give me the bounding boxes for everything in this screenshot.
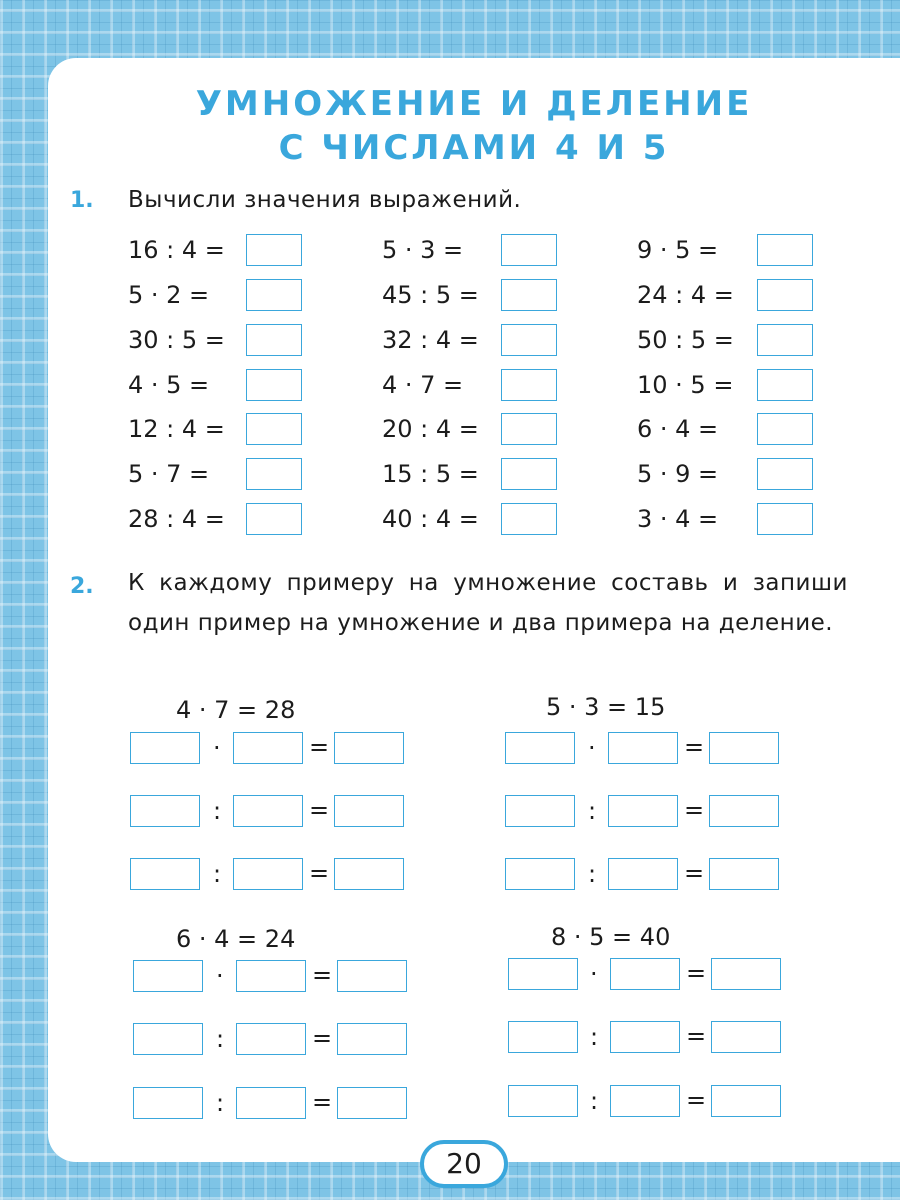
operator-sign: : — [213, 797, 222, 825]
answer-box[interactable] — [246, 413, 302, 445]
operator-sign: : — [213, 860, 222, 888]
answer-box[interactable] — [757, 503, 813, 535]
expression: 28 : 4 = — [128, 505, 225, 533]
answer-box[interactable] — [608, 732, 678, 764]
answer-box[interactable] — [501, 234, 557, 266]
answer-box[interactable] — [508, 958, 578, 990]
multiplication-example: 5 · 3 = 15 — [546, 693, 666, 721]
answer-box[interactable] — [505, 858, 575, 890]
task-1-text: Вычисли значения выражений. — [128, 187, 522, 213]
task-2-text: К каждому примеру на умножение составь и запиши один пример на умножение и два примера на деление. — [128, 570, 848, 636]
answer-box[interactable] — [501, 503, 557, 535]
answer-box[interactable] — [757, 324, 813, 356]
answer-box[interactable] — [334, 732, 404, 764]
expression: 5 · 7 = — [128, 460, 210, 488]
expression: 20 : 4 = — [382, 415, 479, 443]
operator-sign: · — [216, 962, 224, 990]
expression: 16 : 4 = — [128, 236, 225, 264]
answer-box[interactable] — [610, 1021, 680, 1053]
answer-box[interactable] — [233, 732, 303, 764]
expression: 40 : 4 = — [382, 505, 479, 533]
expression: 50 : 5 = — [637, 326, 734, 354]
expression: 10 · 5 = — [637, 371, 734, 399]
answer-box[interactable] — [508, 1021, 578, 1053]
equals-sign: = — [312, 1024, 333, 1052]
equals-sign: = — [309, 859, 330, 887]
operator-sign: : — [216, 1089, 225, 1117]
expression: 4 · 7 = — [382, 371, 464, 399]
answer-box[interactable] — [133, 1087, 203, 1119]
expression: 5 · 9 = — [637, 460, 719, 488]
answer-box[interactable] — [334, 795, 404, 827]
expression: 45 : 5 = — [382, 281, 479, 309]
expression: 9 · 5 = — [637, 236, 719, 264]
operator-sign: : — [588, 860, 597, 888]
multiplication-example: 6 · 4 = 24 — [176, 925, 296, 953]
task-1-number: 1. — [70, 188, 94, 213]
answer-box[interactable] — [505, 795, 575, 827]
operator-sign: · — [588, 734, 596, 762]
equals-sign: = — [686, 959, 707, 987]
answer-box[interactable] — [337, 1087, 407, 1119]
answer-box[interactable] — [246, 279, 302, 311]
answer-box[interactable] — [501, 458, 557, 490]
expression: 24 : 4 = — [637, 281, 734, 309]
answer-box[interactable] — [711, 1085, 781, 1117]
operator-sign: : — [590, 1087, 599, 1115]
operator-sign: · — [590, 960, 598, 988]
answer-box[interactable] — [709, 732, 779, 764]
answer-box[interactable] — [501, 369, 557, 401]
equals-sign: = — [684, 859, 705, 887]
answer-box[interactable] — [757, 458, 813, 490]
operator-sign: · — [213, 734, 221, 762]
answer-box[interactable] — [246, 234, 302, 266]
answer-box[interactable] — [501, 413, 557, 445]
answer-box[interactable] — [709, 858, 779, 890]
answer-box[interactable] — [130, 795, 200, 827]
equals-sign: = — [684, 796, 705, 824]
page-title-line-2: С ЧИСЛАМИ 4 И 5 — [278, 128, 670, 168]
expression: 32 : 4 = — [382, 326, 479, 354]
equals-sign: = — [312, 1088, 333, 1116]
task-2-number: 2. — [70, 574, 94, 599]
answer-box[interactable] — [236, 1023, 306, 1055]
expression: 4 · 5 = — [128, 371, 210, 399]
answer-box[interactable] — [610, 958, 680, 990]
answer-box[interactable] — [711, 958, 781, 990]
answer-box[interactable] — [501, 324, 557, 356]
answer-box[interactable] — [610, 1085, 680, 1117]
answer-box[interactable] — [246, 369, 302, 401]
answer-box[interactable] — [236, 1087, 306, 1119]
multiplication-example: 8 · 5 = 40 — [551, 923, 671, 951]
answer-box[interactable] — [608, 858, 678, 890]
expression: 5 · 3 = — [382, 236, 464, 264]
equals-sign: = — [684, 733, 705, 761]
answer-box[interactable] — [233, 795, 303, 827]
answer-box[interactable] — [711, 1021, 781, 1053]
expression: 12 : 4 = — [128, 415, 225, 443]
expression: 30 : 5 = — [128, 326, 225, 354]
answer-box[interactable] — [757, 413, 813, 445]
operator-sign: : — [588, 797, 597, 825]
expression: 15 : 5 = — [382, 460, 479, 488]
equals-sign: = — [309, 796, 330, 824]
equals-sign: = — [686, 1022, 707, 1050]
answer-box[interactable] — [246, 458, 302, 490]
equals-sign: = — [686, 1086, 707, 1114]
answer-box[interactable] — [505, 732, 575, 764]
answer-box[interactable] — [130, 732, 200, 764]
answer-box[interactable] — [337, 960, 407, 992]
answer-box[interactable] — [246, 324, 302, 356]
expression: 6 · 4 = — [637, 415, 719, 443]
answer-box[interactable] — [133, 960, 203, 992]
operator-sign: : — [216, 1025, 225, 1053]
answer-box[interactable] — [130, 858, 200, 890]
answer-box[interactable] — [709, 795, 779, 827]
answer-box[interactable] — [246, 503, 302, 535]
answer-box[interactable] — [501, 279, 557, 311]
expression: 3 · 4 = — [637, 505, 719, 533]
expression: 5 · 2 = — [128, 281, 210, 309]
answer-box[interactable] — [337, 1023, 407, 1055]
answer-box[interactable] — [757, 369, 813, 401]
answer-box[interactable] — [233, 858, 303, 890]
answer-box[interactable] — [133, 1023, 203, 1055]
page-number: 20 — [420, 1140, 508, 1188]
answer-box[interactable] — [608, 795, 678, 827]
operator-sign: : — [590, 1023, 599, 1051]
answer-box[interactable] — [508, 1085, 578, 1117]
page-title-line-1: УМНОЖЕНИЕ И ДЕЛЕНИЕ — [195, 84, 753, 124]
equals-sign: = — [312, 961, 333, 989]
equals-sign: = — [309, 733, 330, 761]
answer-box[interactable] — [757, 234, 813, 266]
answer-box[interactable] — [757, 279, 813, 311]
multiplication-example: 4 · 7 = 28 — [176, 696, 296, 724]
answer-box[interactable] — [334, 858, 404, 890]
answer-box[interactable] — [236, 960, 306, 992]
